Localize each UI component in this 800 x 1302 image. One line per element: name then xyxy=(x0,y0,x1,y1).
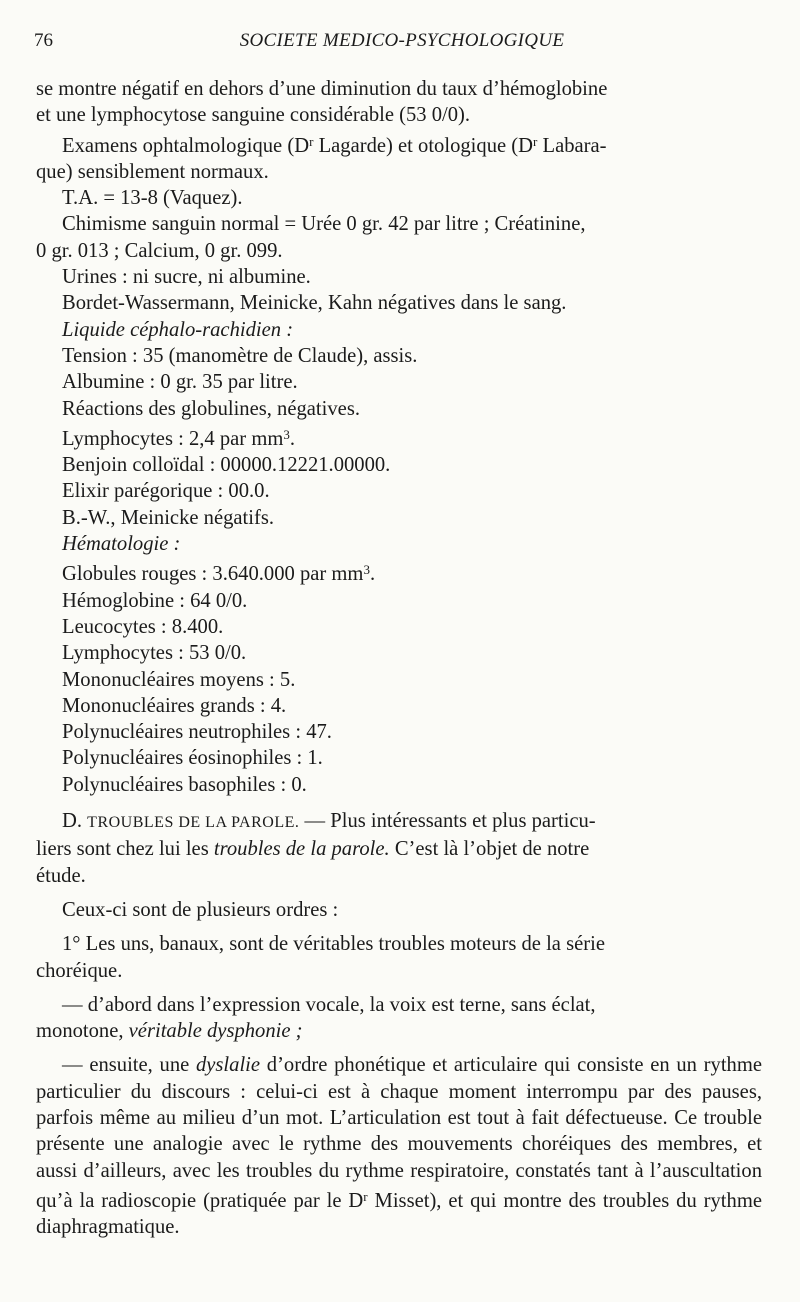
page-header xyxy=(34,30,770,58)
hemato-lymphocytes: Lymphocytes : 53 0/0. xyxy=(62,642,247,665)
hemato-poly-eosino: Polynucléaires éosinophiles : 1. xyxy=(62,747,323,770)
paragraph-ensuite: — ensuite, une dyslalie d’ordre phonétique et articulaire qui consiste en un rythme particulier du discours : celui-ci est à chaque moment interrompu par des pauses, parfois même au milieu d’un mot. L’articulation est tout à fait défectueuse. Ce trouble présente une analogie avec le rythme des mouvements choréiques des membres, et aussi d’ailleurs, avec les troubles du rythme respiratoire, constatés tant à l’auscultation qu’à la radioscopie (pratiquée par le $D^r$ Misset), et qui montre des troubles du rythme diaphragmatique. xyxy=(36,1054,762,1239)
bordet-line: Bordet-Wassermann, Meinicke, Kahn négatives dans le sang. xyxy=(62,292,567,315)
hemato-poly-neutro: Polynucléaires neutrophiles : 47. xyxy=(62,721,332,744)
lcr-lymphocytes: Lymphocytes : 2,4 par $mm^3$. xyxy=(62,426,296,450)
hemato-hemoglobine: Hémoglobine : 64 0/0. xyxy=(62,589,248,612)
tension-arterielle: T.A. = 13-8 (Vaquez). xyxy=(62,187,243,210)
urines-line: Urines : ni sucre, ni albumine. xyxy=(62,266,311,289)
lcr-tension: Tension : 35 (manomètre de Claude), assis. xyxy=(62,344,418,367)
hemato-heading: Hématologie : xyxy=(62,533,181,556)
section-d-paragraph: D. TROUBLES DE LA PAROLE. — Plus intéressants et plus particu- liers sont chez lui les troubles de la parole. C’est là l’objet de notre étude. xyxy=(36,810,596,887)
hemato-globules: Globules rouges : 3.640.000 par $mm^3$. xyxy=(62,562,376,586)
lcr-elixir: Elixir parégorique : 00.0. xyxy=(62,480,270,503)
paragraph-ordres: Ceux-ci sont de plusieurs ordres : xyxy=(62,898,339,921)
hemato-mono-grands: Mononucléaires grands : 4. xyxy=(62,694,287,717)
hemato-mono-moyens: Mononucléaires moyens : 5. xyxy=(62,668,296,691)
paragraph-examens: Examens ophtalmologique ($D^r$ Lagarde) et otologique ($D^r$ Labara- que) sensiblement normaux. xyxy=(36,133,607,183)
paragraph-chimisme: Chimisme sanguin normal = Urée 0 gr. 42 par litre ; Créatinine, 0 gr. 013 ; Calcium, 0 gr. 099. xyxy=(36,213,586,262)
lcr-albumine: Albumine : 0 gr. 35 par litre. xyxy=(62,371,298,394)
hemato-leucocytes: Leucocytes : 8.400. xyxy=(62,615,224,638)
hemato-poly-baso: Polynucléaires basophiles : 0. xyxy=(62,773,307,796)
page-body xyxy=(36,76,762,1240)
lcr-reactions: Réactions des globulines, négatives. xyxy=(62,397,360,420)
paragraph-abord: — d’abord dans l’expression vocale, la voix est terne, sans éclat, monotone, véritable dysphonie ; xyxy=(36,993,596,1043)
lcr-bw: B.-W., Meinicke négatifs. xyxy=(62,506,274,529)
lcr-benjoin: Benjoin colloïdal : 00000.12221.00000. xyxy=(62,454,391,477)
running-title: SOCIETE MEDICO-PSYCHOLOGIQUE xyxy=(239,30,565,51)
lcr-heading: Liquide céphalo-rachidien : xyxy=(62,318,294,341)
paragraph-premier: 1° Les uns, banaux, sont de véritables troubles moteurs de la série choréique. xyxy=(36,933,605,982)
paragraph-hemoglobine: se montre négatif en dehors d’une diminution du taux d’hémoglobine et une lymphocytose sanguine considérable (53 0/0). xyxy=(36,78,608,127)
page-number: 76 xyxy=(34,30,53,51)
